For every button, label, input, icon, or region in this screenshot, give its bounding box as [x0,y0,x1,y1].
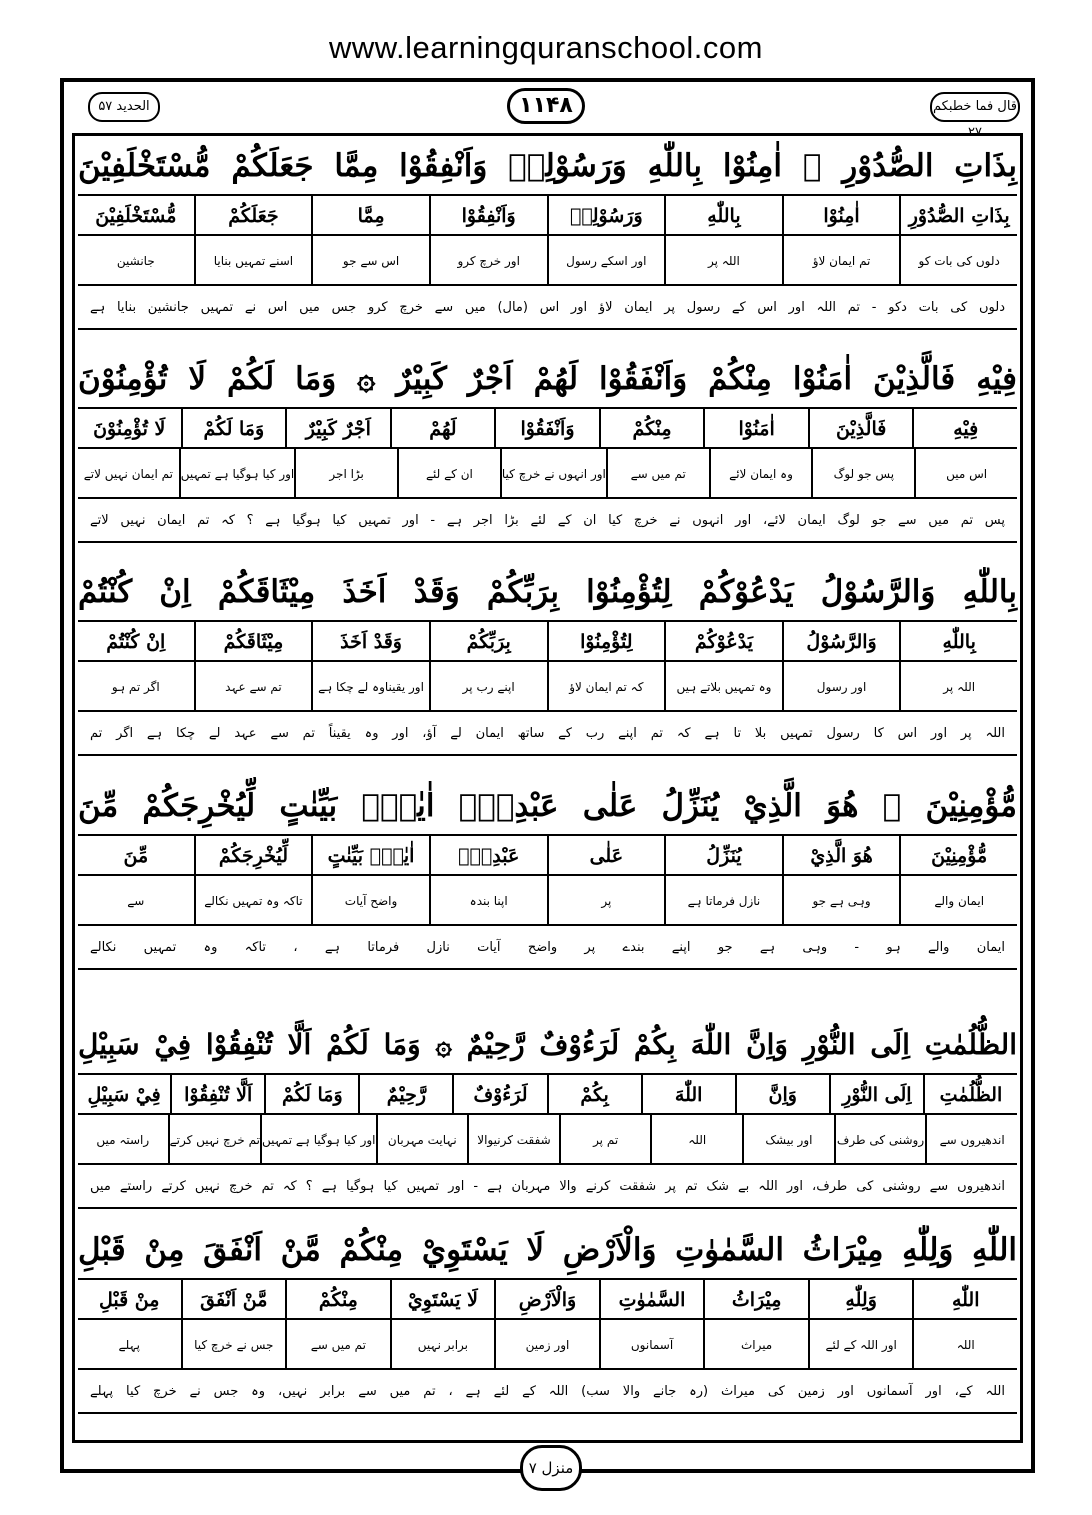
arabic-word-cell: وَاَنْفِقُوْا [429,196,547,234]
arabic-word-cell: مِنْ قَبْلِ [98,1289,160,1311]
urdu-meaning-cell: پس جو لوگ [811,449,914,497]
urdu-meaning-cell: اور کیا ہوگیا ہے تمہیں [260,1115,376,1163]
arabic-verse-line: اللّٰهِ وَلِلّٰهِ مِيْرَاثُ السَّمٰوٰتِ وَالْاَرْضِ لَا يَسْتَوِيْ مِنْكُمْ مَّنْ اَنْفَقَ مِنْ قَبْلِ [78,1220,1017,1280]
urdu-meaning-row [78,236,1017,286]
verse-section [78,776,1017,970]
urdu-meaning-cell: اسنے تمہیں بنایا [194,236,312,284]
arabic-word-cell: وَرَسُوْلِهٖ [547,196,665,234]
urdu-meaning-cell: تم میں سے [606,449,709,497]
arabic-word-cell: بِاللّٰهِ [664,196,782,234]
arabic-word-cell: فِيْ سَبِيْلِ [87,1084,161,1106]
verse-section [78,349,1017,543]
urdu-translation-line: پس تم میں سے جو لوگ ایمان لائے، اور انہوں نے خرچ کیا ان کے لئے بڑا اجر ہے - اور تمہیں کیا ہوگیا ہے ؟ کہ تم ایمان نہیں لاتے [78,499,1017,543]
urdu-meaning-cell: تم سے عہد [194,662,312,710]
urdu-translation-line: ایمان والے ہو - وہی ہے جو اپنے بندے پر واضح آیات نازل فرماتا ہے ، تاکہ وہ تمہیں نکالے [78,926,1017,970]
urdu-meaning-cell: اپنے رب پر [429,662,547,710]
urdu-meaning-cell: تاکہ وہ تمہیں نکالے [194,876,312,924]
arabic-word-cell: مِّنَ [123,845,149,867]
verse-section [78,1220,1017,1414]
arabic-word-cell: السَّمٰوٰتِ [599,1280,704,1318]
urdu-meaning-cell: اور کیا ہوگیا ہے تمہیں [179,449,295,497]
urdu-meaning-cell: بڑا اجر [294,449,397,497]
urdu-meaning-cell: اس میں [914,449,1017,497]
urdu-meaning-cell: وہ تمہیں بلاتے ہیں [664,662,782,710]
arabic-word-cell: اللّٰهَ [641,1075,735,1113]
urdu-meaning-cell: وہ ایمان لائے [709,449,812,497]
arabic-word-cell: بِكُمْ [547,1075,641,1113]
arabic-word-cell: لِّيُخْرِجَكُمْ [194,836,312,874]
arabic-word-cell: اَجْرٌ كَبِيْرٌ [285,409,390,447]
urdu-meaning-row [78,449,1017,499]
manzil-badge: منزل ۷ [520,1445,582,1491]
arabic-word-cell: اٰمَنُوْا [703,409,808,447]
arabic-word-cell: وَمَا لَكُمْ [264,1075,358,1113]
urdu-meaning-cell: سے [127,894,145,908]
arabic-word-cell: بِرَبِّكُمْ [429,622,547,660]
urdu-meaning-cell: ایمان والے [899,876,1017,924]
arabic-word-cell: مُّسْتَخْلَفِيْنَ [95,205,177,227]
urdu-meaning-cell: اگر تم ہو [111,680,160,694]
urdu-meaning-cell: وہی ہے جو [782,876,900,924]
arabic-verse-line: فِيْهِ فَالَّذِيْنَ اٰمَنُوْا مِنْكُمْ وَاَنْفَقُوْا لَهُمْ اَجْرٌ كَبِيْرٌ ۞ وَمَا لَكُمْ لَا تُؤْمِنُوْنَ [78,349,1017,409]
arabic-word-cell: مِنْكُمْ [599,409,704,447]
urdu-meaning-cell: واضح آیات [311,876,429,924]
urdu-meaning-cell: تم میں سے [285,1320,390,1368]
arabic-word-cell: اِلَى النُّوْرِ [829,1075,923,1113]
arabic-word-cell: وَمَا لَكُمْ [181,409,286,447]
urdu-meaning-cell: اور خرچ کرو [429,236,547,284]
urdu-meaning-cell: اور یقیناوہ لے چکا ہے [311,662,429,710]
arabic-word-cell: مِيْثَاقَكُمْ [194,622,312,660]
arabic-word-cell: اِنْ كُنْتُمْ [106,631,166,653]
urdu-meaning-row [78,1115,1017,1165]
site-url: www.learningquranschool.com [329,30,763,65]
urdu-meaning-cell: آسمانوں [599,1320,704,1368]
urdu-meaning-cell: اللہ پر [899,662,1017,710]
arabic-word-row [78,836,1017,876]
urdu-meaning-cell: تم خرچ نہیں کرتے [168,1115,260,1163]
arabic-word-cell: وَاِنَّ [735,1075,829,1113]
arabic-word-cell: فِيْهِ [912,409,1017,447]
arabic-word-cell: يَدْعُوْكُمْ [664,622,782,660]
arabic-word-cell: هُوَ الَّذِيْ [782,836,900,874]
urdu-meaning-cell: کہ تم ایمان لاؤ [547,662,665,710]
arabic-word-cell: لَهُمْ [390,409,495,447]
juz-label: قال فما خطبکم ۲۷ [930,92,1020,122]
urdu-meaning-cell: پر [547,876,665,924]
urdu-meaning-row [78,876,1017,926]
urdu-meaning-cell: اپنا بندہ [429,876,547,924]
urdu-meaning-cell: تم پر [559,1115,651,1163]
urdu-translation-line: اندھیروں سے روشنی کی طرف، اور اللہ بے شک تم پر شفقت کرنے والا مہربان ہے - اور تمہیں کیا ہوگیا ہے ؟ کہ تم خرچ نہیں کرتے راستے میں [78,1165,1017,1209]
urdu-meaning-row [78,1320,1017,1370]
urdu-meaning-row [78,662,1017,712]
urdu-meaning-cell: اور اللہ کے لئے [808,1320,913,1368]
urdu-meaning-cell: اندھیروں سے [925,1115,1017,1163]
urdu-meaning-cell: نازل فرماتا ہے [664,876,782,924]
urdu-meaning-cell: جس نے خرچ کیا [181,1320,286,1368]
urdu-translation-line: اللہ کے، اور آسمانوں اور زمین کی میراث (رہ جانے والا سب) اللہ کے لئے ہے ، تم میں سے برابر نہیں، وہ جس نے خرچ کیا پہلے [78,1370,1017,1414]
surah-label: الحدید ۵۷ [88,92,160,122]
urdu-meaning-cell: اس سے جو [311,236,429,284]
urdu-meaning-cell: اور اسکے رسول [547,236,665,284]
arabic-word-cell: عَلٰى [547,836,665,874]
arabic-word-cell: وَالرَّسُوْلُ [782,622,900,660]
arabic-word-cell: لَا تُؤْمِنُوْنَ [93,418,166,440]
urdu-meaning-cell: نہایت مہربان [376,1115,468,1163]
arabic-word-cell: لِتُؤْمِنُوْا [547,622,665,660]
arabic-word-cell: وَقَدْ اَخَذَ [311,622,429,660]
arabic-verse-line: بِذَاتِ الصُّدُوْرِ ۞ اٰمِنُوْا بِاللّٰهِ وَرَسُوْلِهٖ وَاَنْفِقُوْا مِمَّا جَعَلَكُمْ مُّسْتَخْلَفِيْنَ [78,136,1017,196]
arabic-word-cell: اٰمِنُوْا [782,196,900,234]
arabic-word-cell: مِمَّا [311,196,429,234]
arabic-verse-line: مُّؤْمِنِيْنَ ۞ هُوَ الَّذِيْ يُنَزِّلُ عَلٰى عَبْدِهٖٓ اٰيٰتٍۭ بَيِّنٰتٍ لِّيُخْرِجَكُمْ مِّنَ [78,776,1017,836]
arabic-verse-line: بِاللّٰهِ وَالرَّسُوْلُ يَدْعُوْكُمْ لِتُؤْمِنُوْا بِرَبِّكُمْ وَقَدْ اَخَذَ مِيْثَاقَكُمْ اِنْ كُنْتُمْ [78,562,1017,622]
arabic-word-cell: يُنَزِّلُ [664,836,782,874]
urdu-meaning-cell: روشنی کی طرف [834,1115,926,1163]
urdu-meaning-cell: دلوں کی بات کو [899,236,1017,284]
urdu-meaning-cell: پہلے [118,1338,140,1352]
arabic-word-cell: جَعَلَكُمْ [194,196,312,234]
urdu-meaning-cell: اللہ [912,1320,1017,1368]
urdu-meaning-cell: تم ایمان لاؤ [782,236,900,284]
urdu-meaning-cell: جانشین [116,254,155,268]
arabic-word-cell: الظُّلُمٰتِ [923,1075,1017,1113]
urdu-meaning-cell: تم ایمان نہیں لاتے [83,467,173,481]
arabic-word-row [78,1075,1017,1115]
arabic-word-cell: اَلَّا تُنْفِقُوْا [170,1075,264,1113]
urdu-meaning-cell: راستہ میں [96,1133,150,1147]
urdu-meaning-cell: برابر نہیں [390,1320,495,1368]
urdu-translation-line: اللہ پر اور اس کا رسول تمہیں بلا تا ہے کہ تم اپنے رب کے ساتھ ایمان لے آؤ، اور وہ یقیناً تم سے عہد لے چکا ہے اگر تم [78,712,1017,756]
urdu-meaning-cell: اور رسول [782,662,900,710]
page-number: ۱۱۴۸ [507,88,585,124]
arabic-word-cell: مُّؤْمِنِيْنَ [899,836,1017,874]
arabic-word-row [78,196,1017,236]
urdu-meaning-cell: اور بیشک [742,1115,834,1163]
arabic-word-cell: بِاللّٰهِ [899,622,1017,660]
arabic-word-cell: عَبْدِهٖٓ [429,836,547,874]
urdu-meaning-cell: اللہ [650,1115,742,1163]
urdu-meaning-cell: اور انہوں نے خرچ کیا [500,449,606,497]
urdu-meaning-cell: اللہ پر [664,236,782,284]
arabic-verse-line: الظُّلُمٰتِ اِلَى النُّوْرِ وَاِنَّ اللّٰهَ بِكُمْ لَرَءُوْفٌ رَّحِيْمٌ ۞ وَمَا لَكُمْ اَلَّا تُنْفِقُوْا فِيْ سَبِيْلِ [78,1015,1017,1075]
arabic-word-cell: مِنْكُمْ [285,1280,390,1318]
arabic-word-cell: مَّنْ اَنْفَقَ [181,1280,286,1318]
arabic-word-cell: لَرَءُوْفٌ [452,1075,546,1113]
urdu-meaning-cell: میراث [703,1320,808,1368]
arabic-word-cell: بِذَاتِ الصُّدُوْرِ [899,196,1017,234]
verse-section [78,562,1017,756]
arabic-word-cell: وَاَنْفَقُوْا [494,409,599,447]
urdu-meaning-cell: شفقت کرنیوالا [467,1115,559,1163]
arabic-word-cell: اللّٰهِ [912,1280,1017,1318]
arabic-word-cell: لَا يَسْتَوِيْ [390,1280,495,1318]
arabic-word-row [78,1280,1017,1320]
arabic-word-row [78,622,1017,662]
verse-section [78,1015,1017,1209]
arabic-word-cell: اٰيٰتٍۭ بَيِّنٰتٍ [311,836,429,874]
urdu-translation-line: دلوں کی بات دکو - تم اللہ اور اس کے رسول پر ایمان لاؤ اور اس (مال) میں سے خرچ کرو جس میں اس نے تمہیں جانشین بنایا ہے [78,286,1017,330]
arabic-word-cell: وَالْاَرْضِ [494,1280,599,1318]
arabic-word-cell: رَّحِيْمٌ [358,1075,452,1113]
arabic-word-cell: مِيْرَاثُ [703,1280,808,1318]
arabic-word-cell: فَالَّذِيْنَ [808,409,913,447]
arabic-word-row [78,409,1017,449]
urdu-meaning-cell: اور زمین [494,1320,599,1368]
arabic-word-cell: وَلِلّٰهِ [808,1280,913,1318]
urdu-meaning-cell: ان کے لئے [397,449,500,497]
verse-section [78,136,1017,330]
